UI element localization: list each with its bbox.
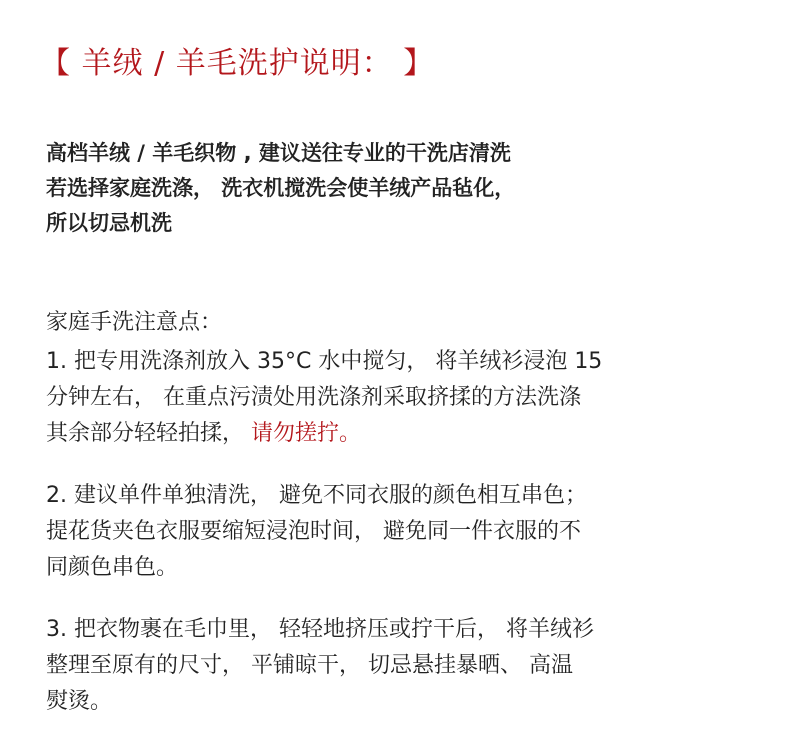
page-title: 【 羊绒 / 羊毛洗护说明： 】	[40, 46, 435, 81]
instruction-line: 1. 把专用洗涤剂放入 35°C 水中搅匀， 将羊绒衫浸泡 15	[46, 349, 603, 374]
instruction-item-2	[46, 478, 746, 586]
instruction-line: 熨烫。	[46, 689, 113, 714]
instruction-line	[46, 416, 746, 452]
intro-line: 所以切忌机洗	[46, 211, 172, 235]
warning-text: 请勿搓拧。	[251, 421, 362, 446]
intro-line: 高档羊绒 / 羊毛织物 , 建议送往专业的干洗店清洗	[46, 141, 511, 165]
instruction-line: 3. 把衣物裹在毛巾里， 轻轻地挤压或拧干后， 将羊绒衫	[46, 617, 594, 642]
instruction-item-1	[46, 344, 746, 452]
section-heading: 家庭手洗注意点：	[46, 310, 223, 335]
instruction-line: 分钟左右， 在重点污渍处用洗涤剂采取挤揉的方法洗涤	[46, 385, 581, 410]
instruction-line: 提花货夹色衣服要缩短浸泡时间， 避免同一件衣服的不	[46, 519, 581, 544]
intro-line: 若选择家庭洗涤， 洗衣机搅洗会使羊绒产品毡化，	[46, 176, 516, 200]
instruction-line: 整理至原有的尺寸， 平铺晾干， 切忌悬挂暴晒、 高温	[46, 653, 573, 678]
intro-paragraph	[46, 136, 515, 241]
instruction-line: 2. 建议单件单独清洗， 避免不同衣服的颜色相互串色；	[46, 483, 587, 508]
instruction-line: 同颜色串色。	[46, 555, 179, 580]
instruction-text: 其余部分轻轻拍揉，	[46, 421, 245, 446]
instruction-item-3	[46, 612, 746, 720]
